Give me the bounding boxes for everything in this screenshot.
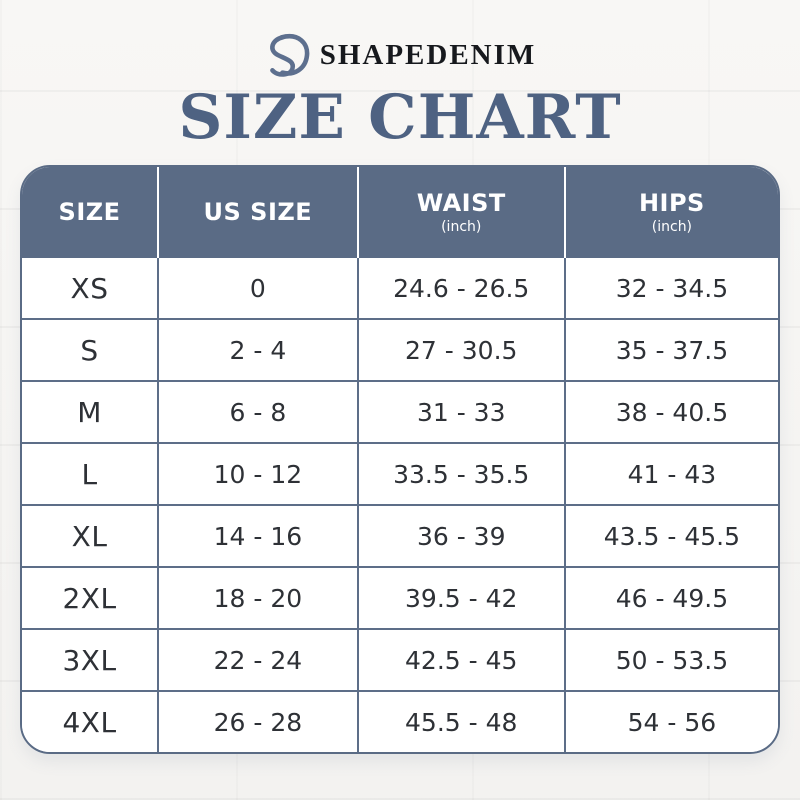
table-row-3xl	[22, 629, 778, 691]
column-unit-label: (inch)	[651, 219, 693, 236]
sd-monogram-icon	[264, 32, 310, 78]
value-cell: 2 - 4	[158, 319, 358, 381]
value-cell: 39.5 - 42	[358, 567, 565, 629]
brand-name: SHAPEDENIM	[319, 38, 537, 71]
value-cell: 27 - 30.5	[358, 319, 565, 381]
table-row-m	[22, 381, 778, 443]
size-cell: S	[22, 319, 158, 381]
table-row-xs	[22, 258, 778, 319]
column-label: SIZE	[58, 198, 121, 227]
column-header-hips	[565, 167, 778, 258]
column-header-size	[22, 167, 158, 258]
column-unit-label: (inch)	[441, 219, 482, 236]
value-cell: 41 - 43	[565, 443, 778, 505]
value-cell: 33.5 - 35.5	[358, 443, 565, 505]
size-table	[20, 165, 780, 754]
column-label: US SIZE	[203, 198, 313, 227]
value-cell: 32 - 34.5	[565, 258, 778, 319]
size-cell: XS	[22, 258, 158, 319]
column-header-waist	[358, 167, 565, 258]
table-row-xl	[22, 505, 778, 567]
value-cell: 10 - 12	[158, 443, 358, 505]
size-cell: 2XL	[22, 567, 158, 629]
value-cell: 31 - 33	[358, 381, 565, 443]
size-cell: 4XL	[22, 691, 158, 752]
value-cell: 54 - 56	[565, 691, 778, 752]
value-cell: 6 - 8	[158, 381, 358, 443]
value-cell: 18 - 20	[158, 567, 358, 629]
table-header	[22, 167, 778, 258]
table-body	[22, 258, 778, 752]
value-cell: 50 - 53.5	[565, 629, 778, 691]
size-cell: XL	[22, 505, 158, 567]
value-cell: 26 - 28	[158, 691, 358, 752]
value-cell: 0	[158, 258, 358, 319]
size-cell: M	[22, 381, 158, 443]
column-label: HIPS	[638, 188, 705, 217]
table-row-4xl	[22, 691, 778, 752]
value-cell: 36 - 39	[358, 505, 565, 567]
value-cell: 14 - 16	[158, 505, 358, 567]
page-title: SIZE CHART	[178, 82, 622, 153]
table-row-s	[22, 319, 778, 381]
header-row	[22, 167, 778, 258]
size-cell: L	[22, 443, 158, 505]
size-cell: 3XL	[22, 629, 158, 691]
table-row-2xl	[22, 567, 778, 629]
value-cell: 46 - 49.5	[565, 567, 778, 629]
brand-logo	[0, 0, 800, 78]
size-table-grid	[22, 167, 778, 752]
table-row-l	[22, 443, 778, 505]
column-header-us-size	[158, 167, 358, 258]
value-cell: 45.5 - 48	[358, 691, 565, 752]
value-cell: 38 - 40.5	[565, 381, 778, 443]
column-label: WAIST	[416, 188, 506, 217]
value-cell: 35 - 37.5	[565, 319, 778, 381]
value-cell: 22 - 24	[158, 629, 358, 691]
value-cell: 24.6 - 26.5	[358, 258, 565, 319]
value-cell: 42.5 - 45	[358, 629, 565, 691]
value-cell: 43.5 - 45.5	[565, 505, 778, 567]
